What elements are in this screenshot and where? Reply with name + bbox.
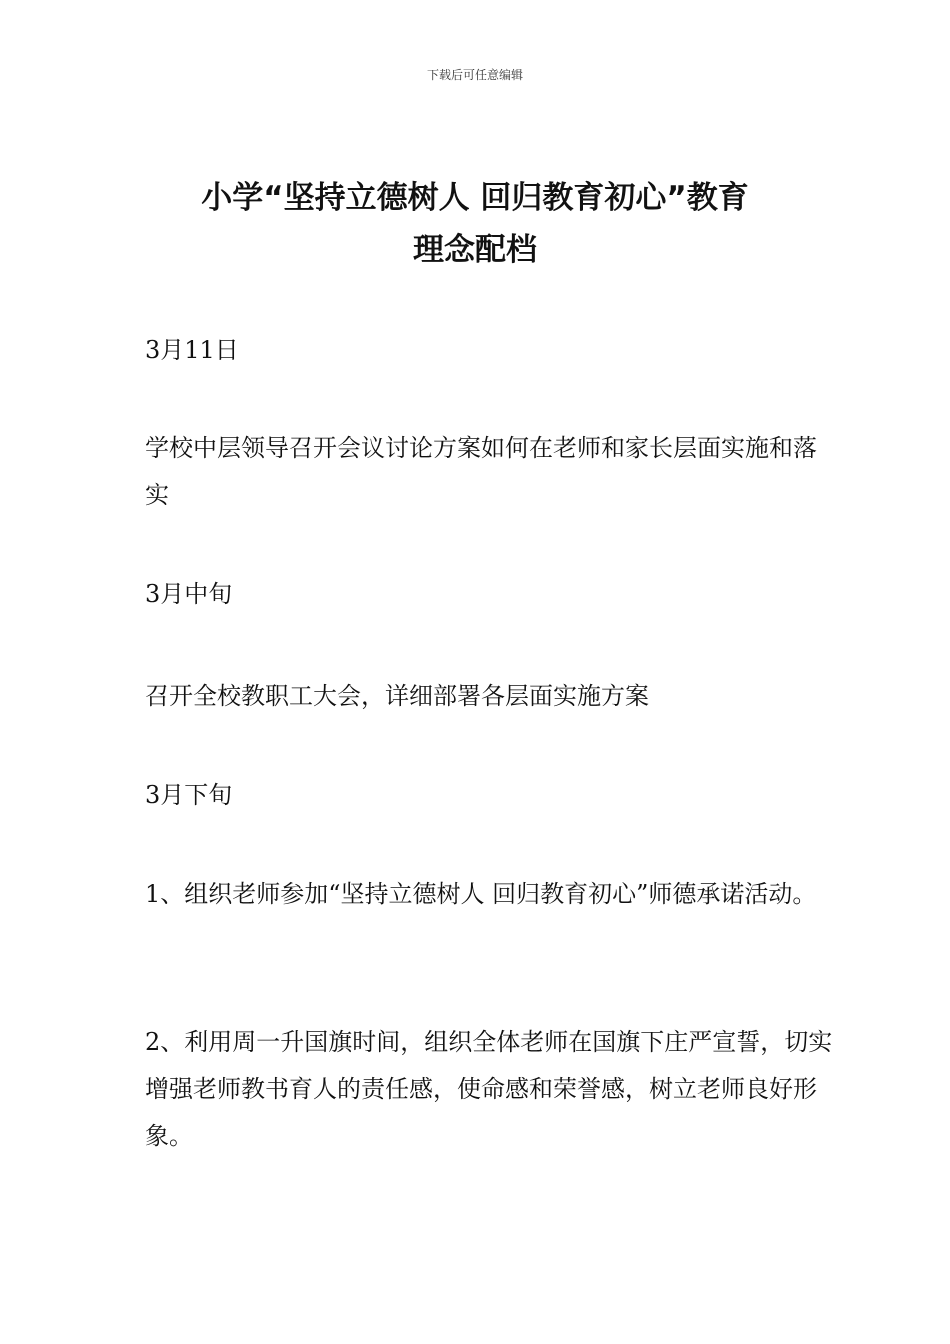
- date-heading: 3月下旬: [145, 781, 233, 809]
- paragraph: 学校中层领导召开会议讨论方案如何在老师和家长层面实施和落实: [145, 434, 817, 509]
- paragraph: 2、利用周一升国旗时间，组织全体老师在国旗下庄严宣誓，切实增强老师教书育人的责任感，使命感和荣誉感，树立老师良好形象。: [145, 1028, 833, 1150]
- title-line-1: 小学“坚持立德树人 回归教育初心”教育: [201, 180, 749, 216]
- paragraph: 1、组织老师参加“坚持立德树人 回归教育初心”师德承诺活动。: [145, 880, 817, 908]
- document-title: [120, 172, 830, 276]
- paragraph: 召开全校教职工大会，详细部署各层面实施方案: [145, 682, 649, 710]
- date-heading: 3月中旬: [145, 580, 233, 608]
- date-heading: 3月11日: [145, 336, 239, 364]
- header-note: 下载后可任意编辑: [426, 68, 523, 82]
- title-line-2: 理念配档: [413, 232, 537, 268]
